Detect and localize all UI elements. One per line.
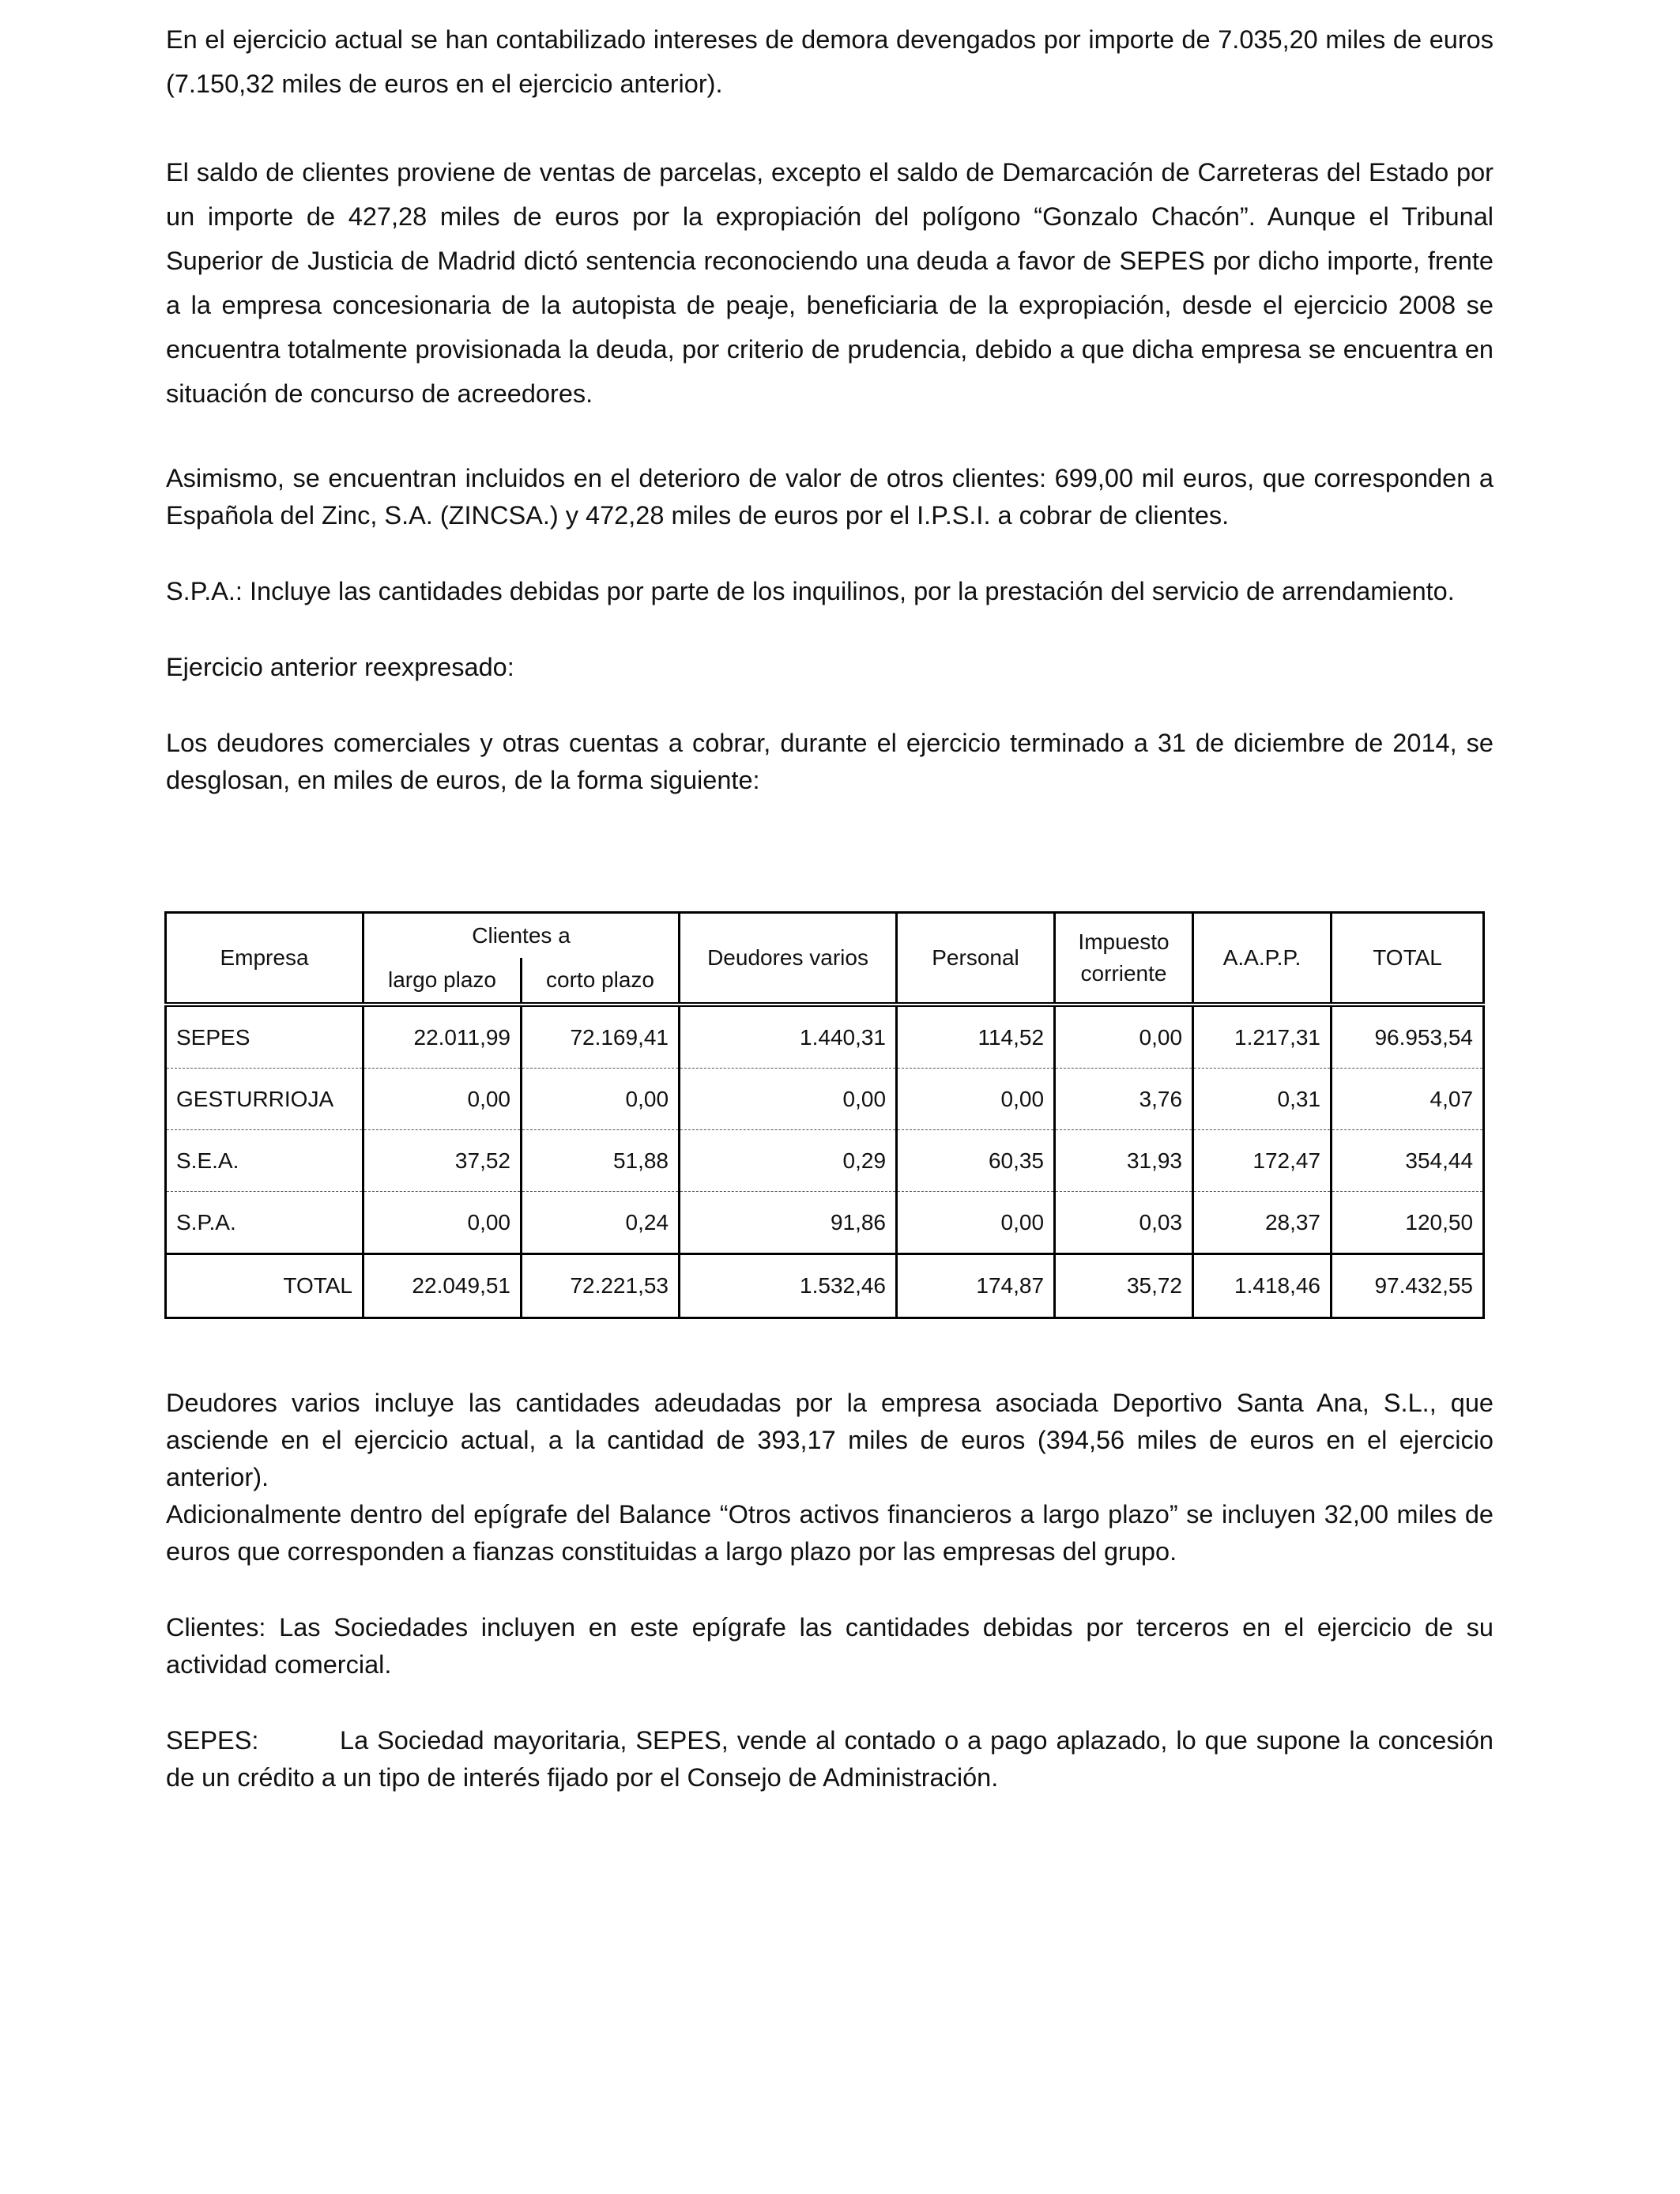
cell-aapp: 28,37 [1193,1192,1332,1254]
cell-total: 354,44 [1332,1130,1484,1192]
paragraph-ejercicio-anterior: Ejercicio anterior reexpresado: [166,653,514,681]
header-deudores-varios: Deudores varios [680,913,897,1005]
table-row [166,1130,1484,1192]
table-row [166,1192,1484,1254]
cell-total-label: TOTAL [166,1254,363,1318]
cell-largo-plazo: 22.011,99 [363,1005,522,1069]
header-impuesto-line2: corriente [1080,961,1167,986]
cell-personal: 60,35 [897,1130,1055,1192]
cell-largo-plazo: 0,00 [363,1192,522,1254]
paragraph-deudores-desglose: Los deudores comerciales y otras cuentas a cobrar, durante el ejercicio terminado a 31 de diciembre de 2014, se desglosan, en miles de euros, de la forma siguiente: [166,729,1494,794]
table-total-row [166,1254,1484,1318]
cell-deudores-varios: 1.440,31 [680,1005,897,1069]
cell-impuesto: 3,76 [1055,1069,1193,1130]
cell-aapp: 0,31 [1193,1069,1332,1130]
cell-largo-plazo: 37,52 [363,1130,522,1192]
paragraph-deudores-varios: Deudores varios incluye las cantidades adeudadas por la empresa asociada Deportivo Santa Ana, S.L., que asciende en el ejercicio actual, a la cantidad de 393,17 miles de euros (394,56 miles de euros en el ejercicio anterior). [166,1389,1494,1491]
table-row [166,1005,1484,1069]
cell-impuesto: 0,00 [1055,1005,1193,1069]
sepes-text: La Sociedad mayoritaria, SEPES, vende al contado o a pago aplazado, lo que supone la concesión de un crédito a un tipo de interés fijado por el Consejo de Administración. [166,1726,1494,1792]
cell-aapp: 1.217,31 [1193,1005,1332,1069]
cell-total-personal: 174,87 [897,1254,1055,1318]
receivables-table [164,911,1485,1319]
header-personal: Personal [897,913,1055,1005]
cell-total-total: 97.432,55 [1332,1254,1484,1318]
cell-deudores-varios: 91,86 [680,1192,897,1254]
cell-aapp: 172,47 [1193,1130,1332,1192]
cell-empresa: S.E.A. [166,1130,363,1192]
paragraph-saldo-clientes: El saldo de clientes proviene de ventas de parcelas, excepto el saldo de Demarcación de Carreteras del Estado por un importe de 427,28 miles de euros por la expropiación del polígono “Gonzalo Chacón”. Aunque el Tribunal Superior de Justicia de Madrid dictó sentencia reconociendo una deuda a favor de SEPES por dicho importe, frente a la empresa concesionaria de la autopista de peaje, beneficiaria de la expropiación, desde el ejercicio 2008 se encuentra totalmente provisionada la deuda, por criterio de prudencia, debido a que dicha empresa se encuentra en situación de concurso de acreedores. [166,158,1494,408]
header-impuesto-corriente [1055,913,1193,1005]
cell-total-largo-plazo: 22.049,51 [363,1254,522,1318]
header-impuesto-line1: Impuesto [1078,929,1170,954]
cell-personal: 114,52 [897,1005,1055,1069]
cell-total: 120,50 [1332,1192,1484,1254]
cell-corto-plazo: 51,88 [522,1130,680,1192]
paragraph-clientes: Clientes: Las Sociedades incluyen en este epígrafe las cantidades debidas por terceros en el ejercicio de su actividad comercial. [166,1613,1494,1679]
cell-largo-plazo: 0,00 [363,1069,522,1130]
cell-total: 4,07 [1332,1069,1484,1130]
paragraph-spa: S.P.A.: Incluye las cantidades debidas por parte de los inquilinos, por la prestación del servicio de arrendamiento. [166,577,1455,605]
cell-empresa: GESTURRIOJA [166,1069,363,1130]
receivables-table-container [164,911,1482,1319]
cell-corto-plazo: 0,00 [522,1069,680,1130]
cell-impuesto: 0,03 [1055,1192,1193,1254]
table-row [166,1069,1484,1130]
sepes-label: SEPES: [166,1726,259,1755]
cell-impuesto: 31,93 [1055,1130,1193,1192]
cell-empresa: S.P.A. [166,1192,363,1254]
cell-total-aapp: 1.418,46 [1193,1254,1332,1318]
paragraph-adicionalmente: Adicionalmente dentro del epígrafe del Balance “Otros activos financieros a largo plazo” se incluyen 32,00 miles de euros que corresponden a fianzas constituidas a largo plazo por las empresas del grupo. [166,1500,1494,1566]
header-total: TOTAL [1332,913,1484,1005]
cell-personal: 0,00 [897,1069,1055,1130]
cell-total: 96.953,54 [1332,1005,1484,1069]
header-empresa: Empresa [166,913,363,1005]
document-body-bottom [166,1385,1494,1796]
paragraph-intereses-demora: En el ejercicio actual se han contabilizado intereses de demora devengados por importe de 7.035,20 miles de euros (7.150,32 miles de euros en el ejercicio anterior). [166,25,1494,98]
header-clientes-group: Clientes a [363,913,680,959]
header-largo-plazo: largo plazo [363,958,522,1005]
paragraph-deterioro: Asimismo, se encuentran incluidos en el deterioro de valor de otros clientes: 699,00 mil euros, que corresponden a Española del Zinc, S.A. (ZINCSA.) y 472,28 miles de euros por el I.P.S.I. a cobrar de clientes. [166,464,1494,530]
header-corto-plazo: corto plazo [522,958,680,1005]
cell-total-corto-plazo: 72.221,53 [522,1254,680,1318]
cell-corto-plazo: 72.169,41 [522,1005,680,1069]
paragraph-sepes [166,1722,1494,1796]
cell-total-deudores-varios: 1.532,46 [680,1254,897,1318]
cell-deudores-varios: 0,29 [680,1130,897,1192]
cell-deudores-varios: 0,00 [680,1069,897,1130]
header-aapp: A.A.P.P. [1193,913,1332,1005]
cell-corto-plazo: 0,24 [522,1192,680,1254]
cell-empresa: SEPES [166,1005,363,1069]
cell-personal: 0,00 [897,1192,1055,1254]
cell-total-impuesto: 35,72 [1055,1254,1193,1318]
document-body-top [166,17,1494,799]
